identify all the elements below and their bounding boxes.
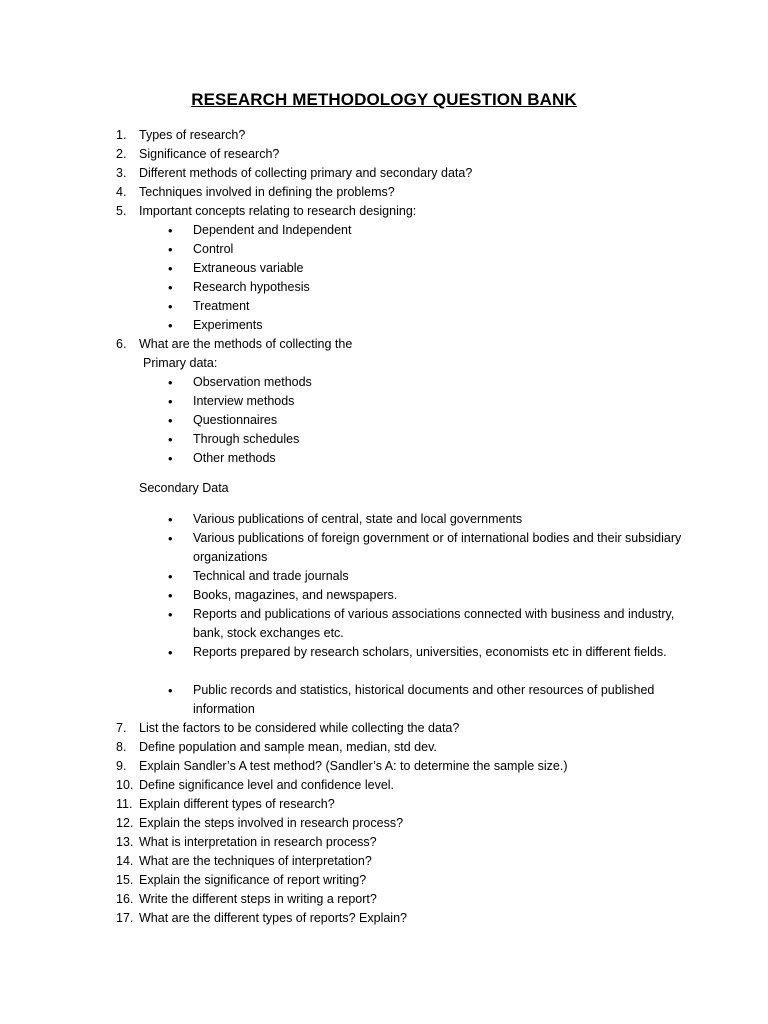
bullet-icon: • — [168, 394, 173, 409]
question-list — [0, 126, 768, 928]
spacer — [0, 468, 768, 479]
question-item — [0, 202, 768, 221]
bullet-item — [0, 567, 768, 586]
bullet-icon: • — [168, 451, 173, 466]
question-item — [0, 183, 768, 202]
secondary-data-label: Secondary Data — [139, 481, 229, 495]
question-text: Important concepts relating to research designing: — [139, 204, 417, 218]
primary-data-label: Primary data: — [143, 356, 218, 370]
bullet-icon: • — [168, 432, 173, 447]
bullet-icon: • — [168, 569, 173, 584]
question-number: 12. — [116, 816, 134, 830]
question-text: Define significance level and confidence level. — [139, 778, 395, 792]
question-text: What are the techniques of interpretation? — [139, 854, 372, 868]
question-item — [0, 871, 768, 890]
question-item — [0, 814, 768, 833]
bullet-icon: • — [168, 588, 173, 603]
question-item — [0, 164, 768, 183]
bullet-item — [0, 586, 768, 605]
bullet-item — [0, 392, 768, 411]
question-number: 1. — [116, 128, 127, 142]
question-item — [0, 145, 768, 164]
question-text: Define population and sample mean, median, std dev. — [139, 740, 437, 754]
bullet-text: Public records and statistics, historical documents and other resources of published information — [193, 683, 655, 716]
bullet-item — [0, 643, 768, 681]
question-item — [0, 833, 768, 852]
bullet-icon: • — [168, 531, 173, 546]
question-number: 11. — [116, 797, 133, 811]
question-number: 3. — [116, 166, 127, 180]
page-title: RESEARCH METHODOLOGY QUESTION BANK — [191, 90, 577, 109]
bullet-item — [0, 316, 768, 335]
question-text: Different methods of collecting primary and secondary data? — [139, 166, 473, 180]
bullet-icon: • — [168, 683, 173, 698]
question-item — [0, 852, 768, 871]
bullet-item — [0, 221, 768, 240]
bullet-text: Books, magazines, and newspapers. — [193, 588, 398, 602]
bullet-text: Dependent and Independent — [193, 223, 352, 237]
question-number: 9. — [116, 759, 127, 773]
question-item — [0, 738, 768, 757]
question-text: Explain the steps involved in research process? — [139, 816, 404, 830]
question-text: What are the different types of reports? Explain? — [139, 911, 407, 925]
question-number: 7. — [116, 721, 127, 735]
bullet-icon: • — [168, 645, 173, 660]
bullet-icon: • — [168, 280, 173, 295]
bullet-item — [0, 681, 768, 719]
question-text: List the factors to be considered while collecting the data? — [139, 721, 460, 735]
question-number: 15. — [116, 873, 134, 887]
question-number: 8. — [116, 740, 127, 754]
bullet-text: Observation methods — [193, 375, 312, 389]
question-number: 4. — [116, 185, 127, 199]
bullet-text: Experiments — [193, 318, 263, 332]
question-number: 6. — [116, 337, 127, 351]
bullet-item — [0, 510, 768, 529]
bullet-text: Other methods — [193, 451, 276, 465]
question-text: Techniques involved in defining the problems? — [139, 185, 395, 199]
bullet-item — [0, 430, 768, 449]
bullet-text: Reports prepared by research scholars, universities, economists etc in different fields. — [193, 645, 667, 659]
bullet-text: Various publications of central, state and local governments — [193, 512, 523, 526]
bullet-icon: • — [168, 512, 173, 527]
spacer — [0, 498, 768, 510]
question-item — [0, 719, 768, 738]
bullet-item — [0, 411, 768, 430]
bullet-text: Extraneous variable — [193, 261, 304, 275]
bullet-item — [0, 259, 768, 278]
question-text: Explain Sandler’s A test method? (Sandler’s A: to determine the sample size.) — [139, 759, 568, 773]
bullet-text: Technical and trade journals — [193, 569, 349, 583]
question-number: 13. — [116, 835, 134, 849]
bullet-text: Various publications of foreign government or of international bodies and their subsidiary organizations — [193, 531, 682, 564]
primary-data-heading — [0, 354, 768, 373]
question-number: 14. — [116, 854, 134, 868]
bullet-icon: • — [168, 242, 173, 257]
bullet-item — [0, 605, 768, 643]
bullet-icon: • — [168, 223, 173, 238]
bullet-item — [0, 240, 768, 259]
question-text: What are the methods of collecting the — [139, 337, 353, 351]
question-text: Types of research? — [139, 128, 246, 142]
bullet-icon: • — [168, 318, 173, 333]
bullet-text: Reports and publications of various associations connected with business and industry, bank, stock exchanges etc. — [193, 607, 675, 640]
bullet-icon: • — [168, 261, 173, 276]
bullet-item — [0, 529, 768, 567]
question-item — [0, 795, 768, 814]
question-item — [0, 126, 768, 145]
bullet-icon: • — [168, 413, 173, 428]
question-number: 10. — [116, 778, 134, 792]
bullet-icon: • — [168, 299, 173, 314]
bullet-text: Treatment — [193, 299, 250, 313]
secondary-data-heading — [0, 479, 768, 498]
bullet-item — [0, 373, 768, 392]
question-item — [0, 909, 768, 928]
question-item — [0, 335, 768, 354]
bullet-text: Through schedules — [193, 432, 300, 446]
bullet-item — [0, 297, 768, 316]
bullet-text: Questionnaires — [193, 413, 278, 427]
bullet-item — [0, 449, 768, 468]
bullet-text: Interview methods — [193, 394, 295, 408]
question-item — [0, 757, 768, 776]
question-text: Write the different steps in writing a report? — [139, 892, 377, 906]
bullet-text: Control — [193, 242, 234, 256]
question-number: 5. — [116, 204, 127, 218]
question-text: Explain different types of research? — [139, 797, 335, 811]
question-number: 16. — [116, 892, 134, 906]
bullet-item — [0, 278, 768, 297]
bullet-text: Research hypothesis — [193, 280, 310, 294]
question-text: Explain the significance of report writing? — [139, 873, 367, 887]
question-number: 17. — [116, 911, 134, 925]
question-number: 2. — [116, 147, 127, 161]
bullet-icon: • — [168, 607, 173, 622]
bullet-icon: • — [168, 375, 173, 390]
question-text: Significance of research? — [139, 147, 280, 161]
question-text: What is interpretation in research process? — [139, 835, 377, 849]
question-item — [0, 776, 768, 795]
question-item — [0, 890, 768, 909]
